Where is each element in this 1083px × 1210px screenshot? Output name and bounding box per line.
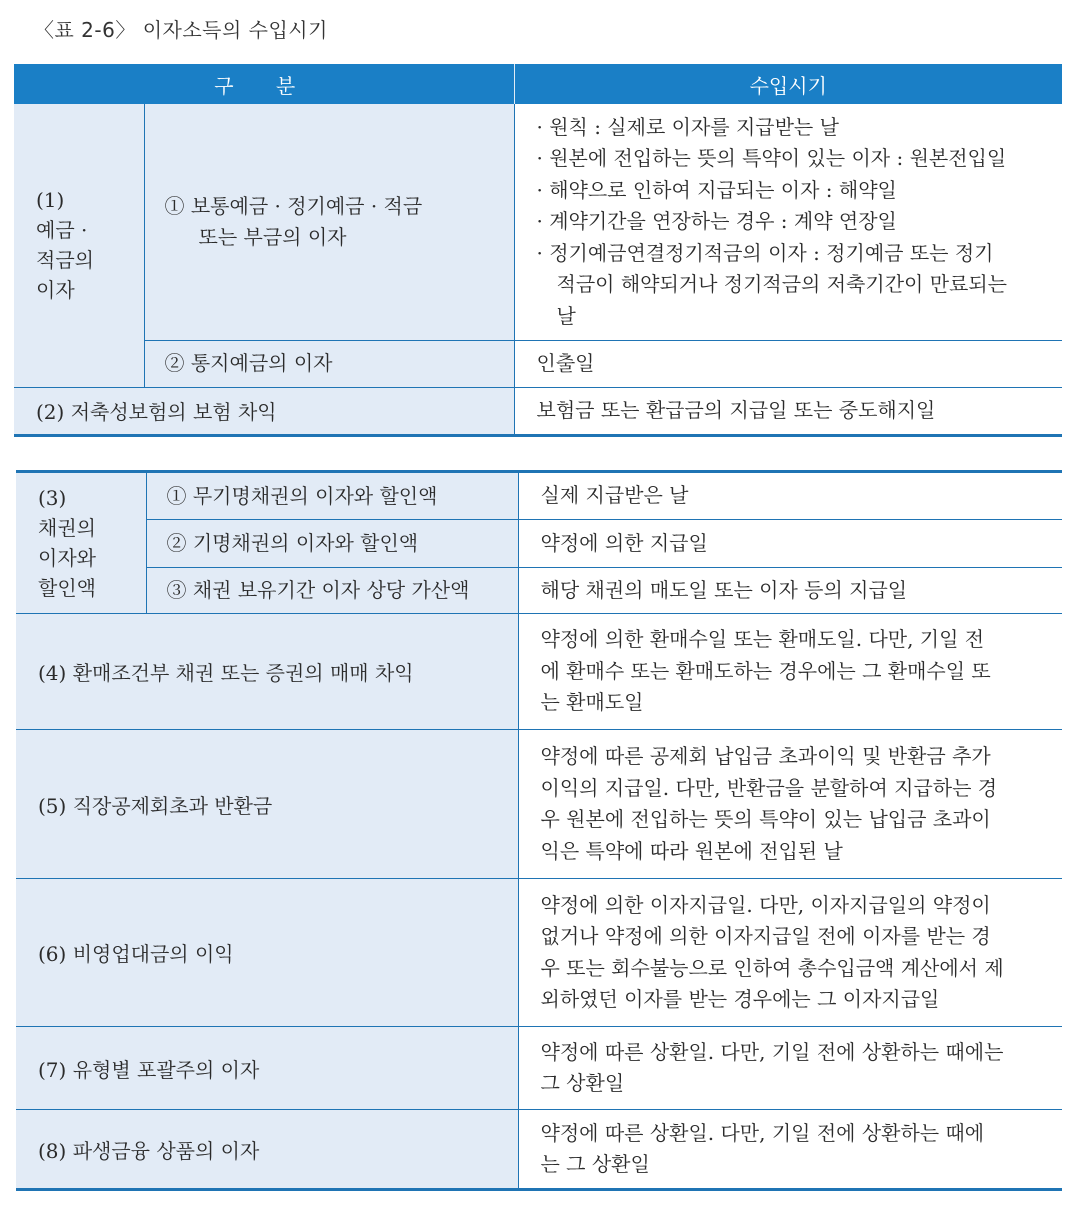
bullet-item [537,143,1049,175]
value-line: 우 또는 회수불능으로 인하여 총수입금액 계산에서 제 [540,955,1004,980]
value-line: 이익의 지급일. 다만, 반환금을 분할하여 지급하는 경 [540,775,998,800]
table-row [16,568,1062,614]
bullet-text: · 원칙 : 실제로 이자를 지급받는 날 [536,114,839,139]
item-deposit-timing [514,104,1062,340]
value-line: 익은 특약에 따라 원본에 전입된 날 [540,838,843,863]
item-deposit-label [144,104,514,340]
table-row [16,472,1062,520]
non-business-loan-timing [518,879,1062,1027]
mutual-aid-timing [518,730,1062,879]
table-row [16,730,1062,879]
table-row [14,387,1062,435]
repo-timing [518,614,1062,730]
group-label-line: 채권의 [38,516,96,540]
income-timing-table-part1 [14,64,1062,437]
group-label-line: 적금의 [36,248,94,273]
value-line: 그 상환일 [540,1071,625,1095]
table-row [14,340,1062,387]
value-line: 약정에 따른 상환일. 다만, 기일 전에 상환하는 때에 [540,1120,985,1145]
income-timing-table-part2 [16,470,1062,1191]
bullet-text: · 원본에 전입하는 뜻의 특약이 있는 이자 : 원본전입일 [536,146,1007,170]
item-bond-holding-label: ③ 채권 보유기간 이자 상당 가산액 [146,568,518,614]
table-row [16,1110,1062,1190]
comprehensive-interest-timing [518,1027,1062,1110]
header-timing: 수입시기 [514,64,1062,104]
group-label-line: 이자 [36,278,75,303]
value-line: 약정에 따른 상환일. 다만, 기일 전에 상환하는 때에는 [540,1039,1004,1064]
derivative-interest-timing [518,1110,1062,1190]
item-notice-deposit-timing: 인출일 [514,340,1062,387]
derivative-interest-label: (8) 파생금융 상품의 이자 [16,1110,518,1190]
group-label-line: (1) [36,188,65,213]
table-header-row [14,64,1062,104]
bullet-text: · 정기예금연결정기적금의 이자 : 정기예금 또는 정기 [536,240,994,265]
table-row [16,614,1062,730]
savings-insurance-label: (2) 저축성보험의 보험 차익 [14,387,514,435]
bullet-item [537,112,1049,144]
bullet-text: · 계약기간을 연장하는 경우 : 계약 연장일 [536,209,897,233]
value-line: 약정에 의한 환매수일 또는 환매도일. 다만, 기일 전 [540,627,985,652]
table-caption: 〈표 2-6〉 이자소득의 수입시기 [34,18,328,42]
item-label-line: 또는 부금의 이자 [198,224,347,249]
item-bond-holding-timing: 해당 채권의 매도일 또는 이자 등의 지급일 [518,568,1062,614]
bullet-item [537,175,1049,207]
bullet-item [537,206,1049,238]
value-line: 없거나 약정에 의한 이자지급일 전에 이자를 받는 경 [540,924,991,948]
comprehensive-interest-label: (7) 유형별 포괄주의 이자 [16,1027,518,1110]
bullet-text: · 해약으로 인하여 지급되는 이자 : 해약일 [536,177,897,202]
table-row [16,879,1062,1027]
value-line: 약정에 의한 이자지급일. 다만, 이자지급일의 약정이 [540,892,991,917]
item-label-line: ① 보통예금 · 정기예금 · 적금 [164,193,423,218]
value-line: 는 그 상환일 [540,1152,650,1176]
bullet-text: 날 [556,303,576,328]
savings-insurance-timing: 보험금 또는 환급금의 지급일 또는 중도해지일 [514,387,1062,435]
item-bearer-bond-label: ① 무기명채권의 이자와 할인액 [146,472,518,520]
bullet-text: 적금이 해약되거나 정기적금의 저축기간이 만료되는 [556,272,1007,296]
value-line: 외하였던 이자를 받는 경우에는 그 이자지급일 [540,987,940,1011]
group-label-line: (3) [38,486,67,510]
item-registered-bond-label: ② 기명채권의 이자와 할인액 [146,520,518,568]
value-line: 약정에 따른 공제회 납입금 초과이익 및 반환금 추가 [540,744,991,768]
value-line: 에 환매수 또는 환매도하는 경우에는 그 환매수일 또 [540,658,991,683]
item-bearer-bond-timing: 실제 지급받은 날 [518,472,1062,520]
table-row [16,520,1062,568]
group-label-line: 예금 · [36,218,88,243]
table-row [14,104,1062,340]
header-category: 구 분 [14,64,514,104]
value-line: 는 환매도일 [540,690,644,715]
group-bond-label [16,472,146,614]
item-registered-bond-timing: 약정에 의한 지급일 [518,520,1062,568]
mutual-aid-label: (5) 직장공제회초과 반환금 [16,730,518,879]
repo-label: (4) 환매조건부 채권 또는 증권의 매매 차익 [16,614,518,730]
bullet-item [537,238,1049,333]
group-deposit-label [14,104,144,387]
non-business-loan-label: (6) 비영업대금의 이익 [16,879,518,1027]
value-line: 우 원본에 전입하는 뜻의 특약이 있는 납입금 초과이 [540,807,991,831]
group-label-line: 이자와 [38,546,96,570]
group-label-line: 할인액 [38,576,96,600]
item-notice-deposit-label: ② 통지예금의 이자 [144,340,514,387]
table-row [16,1027,1062,1110]
